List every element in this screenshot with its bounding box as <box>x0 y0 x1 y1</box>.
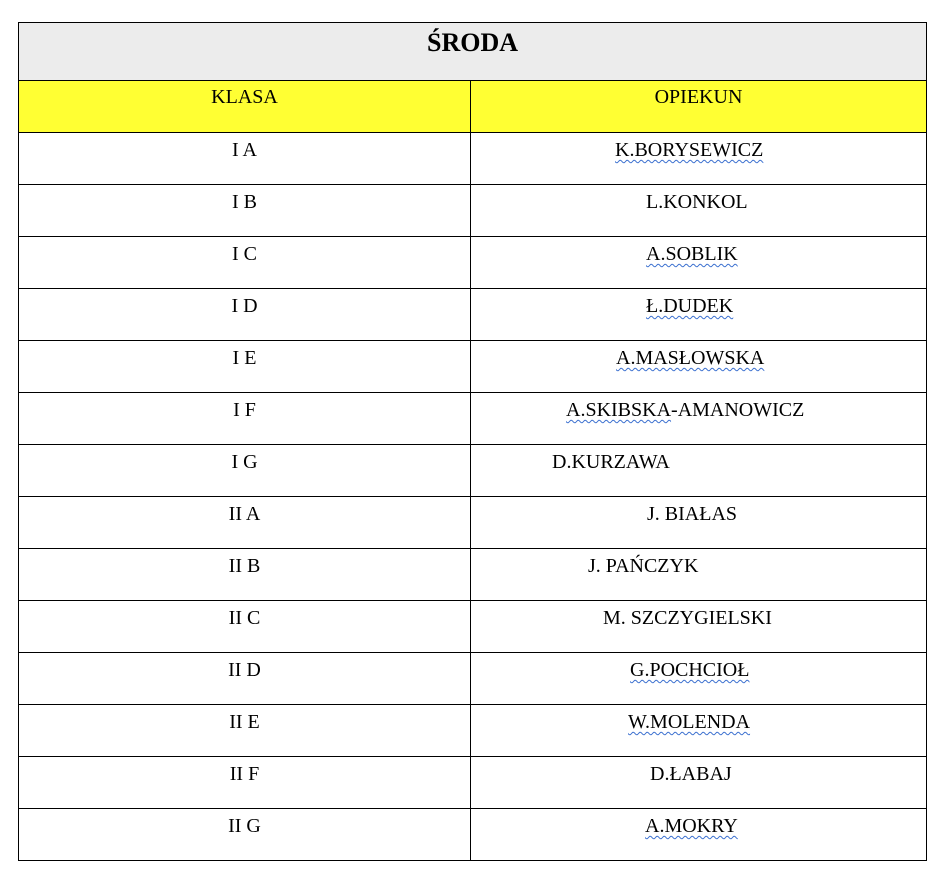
opiekun-value <box>616 348 764 368</box>
opiekun-plain-text: L.KONKOL <box>646 191 748 213</box>
klasa-cell <box>19 653 471 705</box>
header-row <box>19 81 927 133</box>
klasa-cell <box>19 601 471 653</box>
opiekun-flagged-text: Ł.DUDEK <box>646 295 734 317</box>
opiekun-cell <box>471 809 927 861</box>
table-row <box>19 185 927 237</box>
opiekun-flagged-text: A.SKIBSKA <box>566 399 672 421</box>
table-row <box>19 705 927 757</box>
opiekun-value <box>646 296 733 316</box>
klasa-value: II D <box>228 659 261 681</box>
opiekun-flagged-text: W.MOLENDA <box>628 711 751 733</box>
opiekun-cell <box>471 497 927 549</box>
opiekun-flagged-text: A.MOKRY <box>645 815 738 837</box>
opiekun-cell <box>471 601 927 653</box>
header-opiekun-label: OPIEKUN <box>654 86 743 108</box>
opiekun-flagged-text: K.BORYSEWICZ <box>615 139 764 161</box>
klasa-cell <box>19 705 471 757</box>
schedule-table <box>18 22 927 861</box>
opiekun-value <box>646 244 738 264</box>
klasa-cell <box>19 445 471 497</box>
header-klasa <box>19 81 471 133</box>
opiekun-flagged-text: A.SOBLIK <box>646 243 738 265</box>
klasa-value: I A <box>232 139 257 161</box>
opiekun-value <box>603 608 772 628</box>
opiekun-value <box>588 556 698 576</box>
opiekun-value <box>646 192 748 212</box>
opiekun-plain-text: J. PAŃCZYK <box>588 555 699 577</box>
opiekun-cell <box>471 237 927 289</box>
table-row <box>19 393 927 445</box>
opiekun-cell <box>471 757 927 809</box>
klasa-value: I C <box>232 243 257 265</box>
opiekun-plain-text: M. SZCZYGIELSKI <box>603 607 772 629</box>
klasa-value: II E <box>229 711 260 733</box>
table-row <box>19 497 927 549</box>
opiekun-plain-text: D.ŁABAJ <box>650 763 732 785</box>
opiekun-cell <box>471 549 927 601</box>
opiekun-flagged-text: G.POCHCIOŁ <box>630 659 750 681</box>
klasa-cell <box>19 341 471 393</box>
opiekun-cell <box>471 705 927 757</box>
table-title-cell <box>19 23 927 81</box>
klasa-value: I F <box>233 399 256 421</box>
klasa-cell <box>19 757 471 809</box>
klasa-value: I B <box>232 191 257 213</box>
table-body <box>19 133 927 861</box>
klasa-value: I G <box>231 451 258 473</box>
opiekun-cell <box>471 445 927 497</box>
opiekun-cell <box>471 653 927 705</box>
klasa-value: II F <box>229 763 260 785</box>
table-row <box>19 341 927 393</box>
table-row <box>19 549 927 601</box>
table-row <box>19 445 927 497</box>
klasa-value: I D <box>231 295 258 317</box>
klasa-value: II G <box>228 815 261 837</box>
opiekun-cell <box>471 289 927 341</box>
opiekun-cell <box>471 393 927 445</box>
opiekun-cell <box>471 133 927 185</box>
header-opiekun <box>471 81 927 133</box>
opiekun-plain-text: J. BIAŁAS <box>647 503 738 525</box>
opiekun-value <box>615 140 763 160</box>
table-row <box>19 809 927 861</box>
table-row <box>19 237 927 289</box>
klasa-cell <box>19 393 471 445</box>
opiekun-value <box>566 400 804 420</box>
klasa-value: II A <box>228 503 261 525</box>
opiekun-cell <box>471 341 927 393</box>
title-row <box>19 23 927 81</box>
table-row <box>19 133 927 185</box>
header-klasa-label: KLASA <box>211 86 278 108</box>
opiekun-value <box>552 452 670 472</box>
opiekun-plain-text: -AMANOWICZ <box>671 399 805 421</box>
table-row <box>19 653 927 705</box>
klasa-cell <box>19 185 471 237</box>
table-title: ŚRODA <box>427 28 519 57</box>
klasa-cell <box>19 809 471 861</box>
opiekun-value <box>645 816 738 836</box>
klasa-cell <box>19 549 471 601</box>
opiekun-plain-text: D.KURZAWA <box>552 451 670 473</box>
klasa-value: I E <box>232 347 257 369</box>
opiekun-value <box>630 660 749 680</box>
table-row <box>19 601 927 653</box>
table-row <box>19 757 927 809</box>
klasa-cell <box>19 237 471 289</box>
opiekun-flagged-text: A.MASŁOWSKA <box>616 347 765 369</box>
opiekun-value <box>647 504 737 524</box>
klasa-cell <box>19 289 471 341</box>
klasa-cell <box>19 133 471 185</box>
klasa-value: II C <box>228 607 261 629</box>
opiekun-value <box>628 712 750 732</box>
klasa-value: II B <box>228 555 261 577</box>
table-row <box>19 289 927 341</box>
opiekun-value <box>650 764 732 784</box>
opiekun-cell <box>471 185 927 237</box>
klasa-cell <box>19 497 471 549</box>
